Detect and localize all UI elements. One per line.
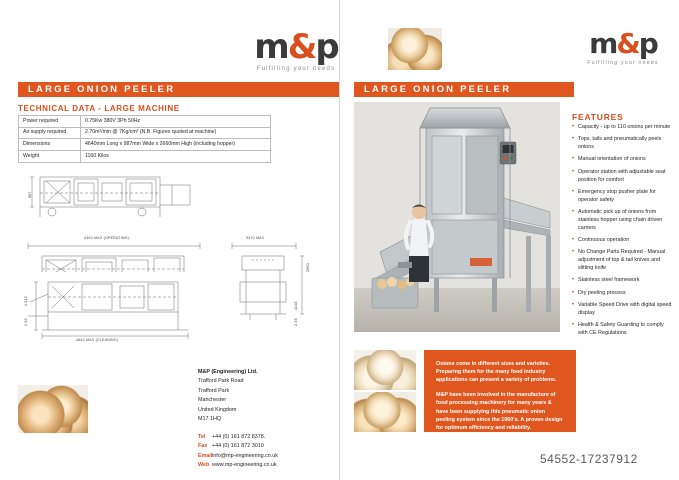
technical-data-table bbox=[18, 115, 271, 163]
logo-tagline: Fulfilling your needs bbox=[256, 66, 336, 72]
table-row bbox=[19, 139, 271, 151]
features-heading: FEATURES bbox=[572, 112, 624, 122]
features-list bbox=[572, 124, 672, 342]
logo-wordmark bbox=[236, 27, 356, 67]
list-item: • Capacity - up to 110 onions per minute bbox=[572, 124, 672, 132]
drawing-svg-end-elevation bbox=[222, 238, 312, 330]
table-cell-key: Power required bbox=[19, 116, 81, 128]
logo-right bbox=[568, 27, 678, 66]
photo-onions-image bbox=[388, 28, 442, 70]
address-line: M17 1HQ bbox=[198, 416, 222, 423]
photo-onions-image bbox=[354, 392, 416, 432]
dim-label-end-height-b: 1148 bbox=[294, 301, 298, 310]
dim-label-end-width: 3470 MAX bbox=[246, 236, 265, 240]
description-paragraph: M&P have been involved in the manufacture of food processing machinery for many years & have been supplying this pneumatic onion peeling system since the 1960's. A proven design for optimum efficiency and reliability. bbox=[436, 392, 563, 431]
logo-letter-p: p bbox=[638, 27, 657, 60]
company-email[interactable] bbox=[198, 452, 348, 461]
page-divider bbox=[339, 0, 340, 480]
web-value[interactable]: www.mp-engineering.co.uk bbox=[212, 462, 277, 469]
table-cell-value: 0.75Kw 380V 3Ph 50Hz bbox=[81, 116, 271, 128]
table-row bbox=[19, 151, 271, 163]
list-item: • Dry peeling process bbox=[572, 290, 672, 298]
company-address-block bbox=[198, 368, 348, 471]
logo-left bbox=[236, 27, 356, 72]
dim-label-elev-left-b: 1 92 bbox=[24, 318, 28, 326]
company-name: M&P (Engineering) Ltd. bbox=[198, 369, 258, 375]
right-title-bar: LARGE ONION PEELER bbox=[354, 82, 574, 97]
list-item: • Operator station with adjustable seat position for comfort bbox=[572, 169, 672, 185]
table-cell-key: Air supply required bbox=[19, 127, 81, 139]
description-panel bbox=[424, 350, 576, 432]
dim-label-elev-left-a: 1 812 bbox=[24, 296, 28, 306]
address-line: Trafford Park bbox=[198, 387, 230, 394]
telephone-value: +44 (0) 161 872 8378. bbox=[212, 433, 266, 440]
email-value[interactable]: info@mp-engineering.co.uk bbox=[212, 452, 279, 459]
table-row bbox=[19, 127, 271, 139]
table-cell-value: 4640mm Long x 987mm Wide x 2660mm High (including hopper) bbox=[81, 139, 271, 151]
company-fax bbox=[198, 442, 348, 451]
table-cell-key: Dimensions bbox=[19, 139, 81, 151]
table-cell-key: Weight bbox=[19, 151, 81, 163]
fax-label: Fax bbox=[198, 443, 208, 450]
company-telephone bbox=[198, 433, 348, 442]
drawing-svg-side-elevation-lower bbox=[22, 272, 212, 344]
email-label: Email bbox=[198, 452, 213, 459]
drawing-side-elevation-top bbox=[22, 165, 202, 227]
list-item: • Stainless steel framework bbox=[572, 277, 672, 285]
table-cell-value: 1160 Kilos bbox=[81, 151, 271, 163]
photo-machine-illustration bbox=[354, 102, 560, 332]
photo-onions-panel-top bbox=[354, 350, 416, 390]
list-item: • Variable Speed Drive with digital speed display bbox=[572, 302, 672, 318]
photo-onions-image bbox=[354, 350, 416, 390]
address-spacer bbox=[198, 425, 348, 433]
telephone-label: Tel bbox=[198, 433, 206, 440]
photo-onions-panel-bottom bbox=[354, 392, 416, 432]
fax-value: +44 (0) 161 872 3010 bbox=[212, 443, 264, 450]
table-row bbox=[19, 116, 271, 128]
address-line: Manchester bbox=[198, 397, 227, 404]
drawing-side-elevation-lower bbox=[22, 272, 212, 344]
logo-ampersand: & bbox=[616, 27, 639, 60]
list-item: • Continuous operation bbox=[572, 237, 672, 245]
document-id-number: 54552-17237912 bbox=[540, 452, 638, 466]
list-item: • Health & Safety Guarding to comply with CE Regulations bbox=[572, 322, 672, 338]
drawing-svg-side-elevation bbox=[22, 165, 202, 227]
list-item: • Emergency stop pusher plate for operator safety bbox=[572, 189, 672, 205]
dim-label-plan-width: 4300 MAX (OPERATING) bbox=[84, 236, 130, 240]
dim-label-end-height-a: 2660 bbox=[306, 263, 310, 272]
technical-data-heading: TECHNICAL DATA - LARGE MACHINE bbox=[18, 104, 180, 113]
address-line: United Kingdom bbox=[198, 406, 237, 413]
photo-onions-top-right bbox=[388, 28, 442, 70]
logo-letter-p: p bbox=[315, 27, 338, 67]
dim-label-bottom-width: 4640 MAX (CLEANING) bbox=[76, 338, 119, 342]
table-cell-value: 2.70m³/min @ 7Kg/cm² (N.B. Figures quoted at machine) bbox=[81, 127, 271, 139]
description-paragraph: Onions come in different sizes and varieties. Preparing them for the many food industry applications can present a variety of problems. bbox=[436, 361, 557, 384]
photo-onions-image bbox=[18, 385, 88, 433]
logo-letter-m: m bbox=[589, 27, 617, 60]
list-item: • No Change Parts Required - Manual adjustment of top & tail knives and slitting knife bbox=[572, 249, 672, 272]
drawing-end-elevation bbox=[222, 238, 312, 330]
list-item: • Manual orientation of onions bbox=[572, 156, 672, 164]
dim-label-height: 987 bbox=[28, 191, 32, 198]
list-item: • Tops, tails and pneumatically peels onions bbox=[572, 136, 672, 152]
logo-tagline: Fulfilling your needs bbox=[587, 60, 659, 66]
photo-machine-main bbox=[354, 102, 560, 332]
address-line: Trafford Park Road bbox=[198, 378, 244, 385]
logo-ampersand: & bbox=[287, 27, 316, 67]
list-item: • Automatic pick up of onions from stainless hopper using chain driven carriers bbox=[572, 209, 672, 232]
logo-wordmark bbox=[568, 27, 678, 60]
company-website[interactable] bbox=[198, 461, 348, 470]
web-label: Web bbox=[198, 462, 210, 469]
logo-letter-m: m bbox=[254, 27, 288, 67]
photo-onions-bottom-left bbox=[18, 385, 88, 433]
dim-label-end-height-c: 2 35 bbox=[294, 318, 298, 326]
left-title-bar: LARGE ONION PEELER bbox=[18, 82, 340, 97]
